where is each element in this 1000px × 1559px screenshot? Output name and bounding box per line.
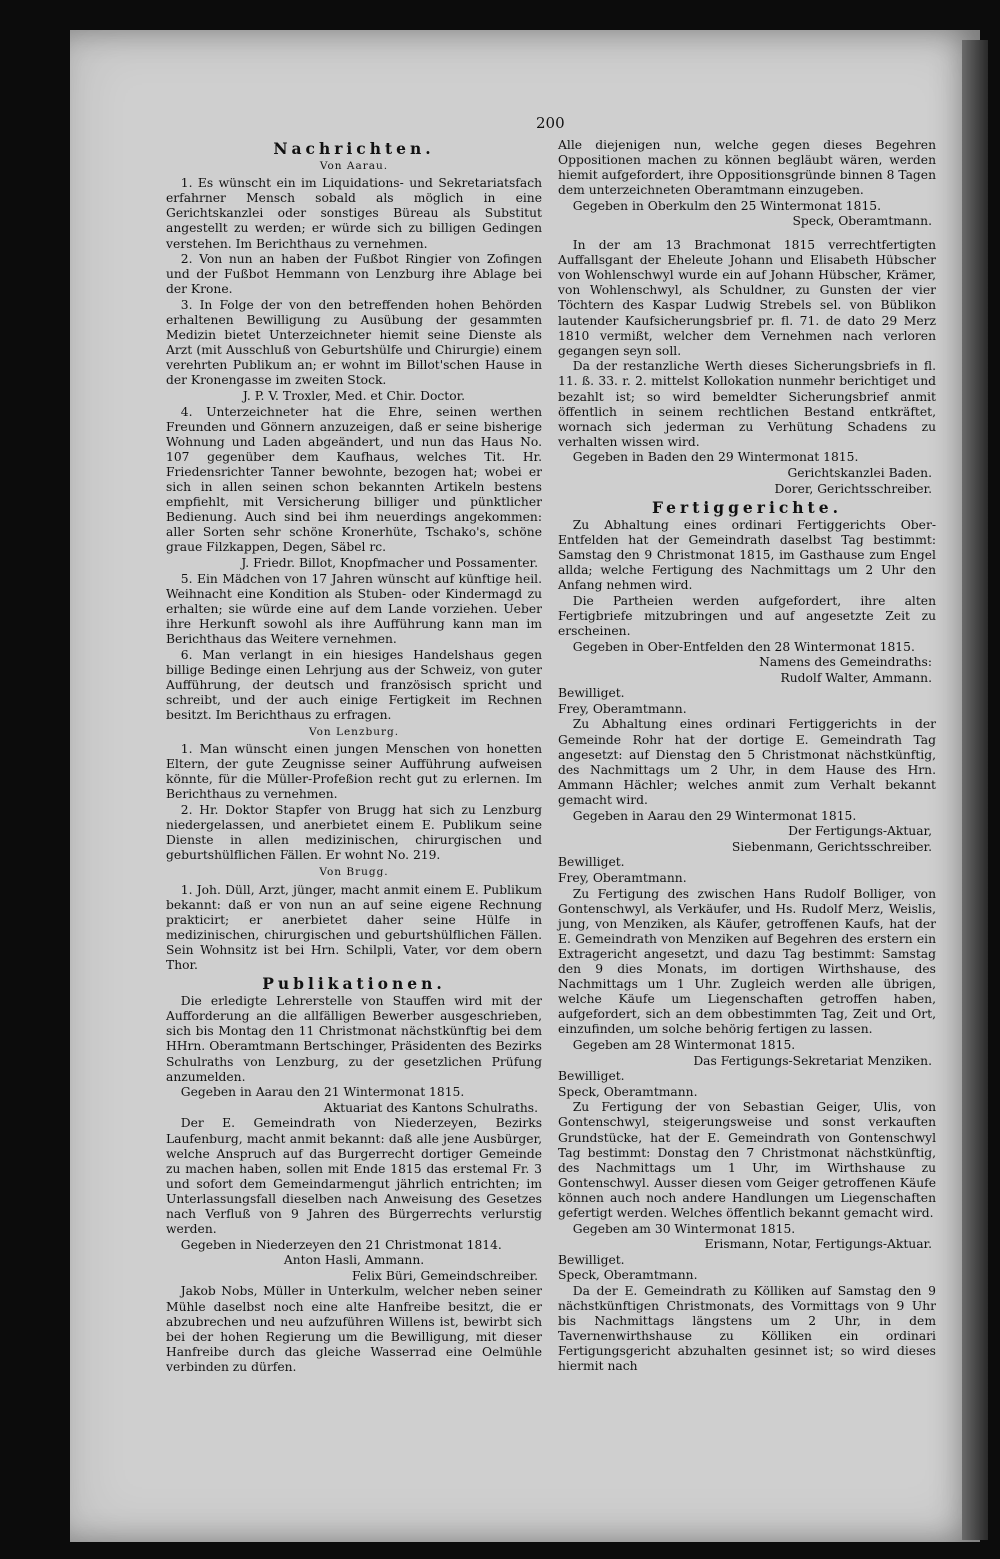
- notice-aarau-3-signature: J. P. V. Troxler, Med. et Chir. Doctor.: [242, 389, 466, 403]
- publication-niederzeyen: Der E. Gemeindrath von Niederzeyen, Bezirks Laufenburg, macht anmit bekannt: daß alle jene Ausbürger, welche Anspruch auf das Burgerrecht dortiger Gemeinde zu machen haben, sollen mit Ende 1815 das erstemal Fr. 3 und sofort dem Gemeindarmengut jährlich entrichten; im Unterlassungsfall dieselben nach Anweisung des Gesetzes nach Verfluß von 9 Jahren des Bürgerrechts verlurstig werden.: [166, 1116, 542, 1237]
- fertiggericht-menziken-approval: Bewilliget.: [558, 1069, 625, 1084]
- page-number: 200: [536, 114, 565, 132]
- publication-niederzeyen-signature-1: Anton Hasli, Ammann.: [283, 1253, 425, 1268]
- fertiggericht-menziken-date: Gegeben am 28 Wintermonat 1815.: [572, 1037, 796, 1052]
- fertiggericht-menziken-approval-signature: Speck, Oberamtmann.: [558, 1084, 698, 1099]
- notice-aarau-4: 4. Unterzeichneter hat die Ehre, seinen werthen Freunden und Gönnern anzuzeigen, daß er seine bisherige Wohnung und Laden abgeändert, und nun das Haus No. 107 gegenüber dem Kaufhaus, welches Tit. Hr. Friedensrichter Tanner bewohnte, bezogen hat; wobei er sich in allen seinen schon bekannten Artikeln bestens empfiehlt, mit Versicherung billiger und pünktlicher Bedienung. Auch sind bei ihm neuerdings angekommen: aller Sorten sehr schöne Kronerhüte, Tschako's, schöne graue Filzkappen, Degen, Säbel rc.: [166, 404, 542, 555]
- fertiggericht-gontenschwyl-approval: Bewilliget.: [558, 1252, 625, 1267]
- section-heading-nachrichten: Nachrichten.: [273, 139, 435, 158]
- place-heading-aarau: Von Aarau.: [319, 160, 389, 173]
- fertiggericht-oberentfelden-approval-signature: Frey, Oberamtmann.: [558, 701, 687, 716]
- fertiggericht-menziken-signature: Das Fertigungs-Sekretariat Menziken.: [693, 1053, 932, 1068]
- publication-stauffen: Die erledigte Lehrerstelle von Stauffen wird mit der Aufforderung an die allfälligen Bewerber ausgeschrieben, sich bis Montag den 11 Christmonat nächstkünftig bei dem HHrn. Oberamtmann Bertschinger, Präsidenten des Bezirks Schulraths von Lenzburg, zu der gesetzlichen Prüfung anzumelden.: [166, 994, 542, 1084]
- right-column: [558, 138, 936, 1375]
- section-heading-fertiggerichte: Fertiggerichte.: [652, 497, 842, 517]
- notice-brugg-1: 1. Joh. Düll, Arzt, jünger, macht anmit einem E. Publikum bekannt: daß er von nun an auf seine eigene Rechnung prakticirt; er anerbietet daher seine Hülfe in medizinischen, chirurgischen und geburtshülflichen Fällen. Sein Wohnsitz ist bei Hrn. Schilpli, Vater, vor dem obern Thor.: [166, 882, 542, 972]
- place-heading-lenzburg: Von Lenzburg.: [308, 726, 400, 739]
- fertiggericht-oberentfelden-cont: Die Partheien werden aufgefordert, ihre alten Fertigbriefe mitzubringen und auf angesetzte Zeit zu erscheinen.: [558, 593, 936, 638]
- notice-lenzburg-1: 1. Man wünscht einen jungen Menschen von honetten Eltern, der gute Zeugnisse seiner Aufführung aufweisen könnte, für die Müller-Profeßion recht gut zu erlernen. Im Berichthaus zu vernehmen.: [166, 742, 542, 802]
- notice-aarau-1: 1. Es wünscht ein im Liquidations- und Sekretariatsfach erfahrner Mensch sobald als möglich in eine Gerichtskanzlei oder sonstiges Büreau als Substitut angestellt zu werden; er würde sich zu billigen Gedingen verstehen. Im Berichthaus zu vernehmen.: [166, 176, 542, 251]
- fertiggericht-rohr: Zu Abhaltung eines ordinari Fertiggerichts in der Gemeinde Rohr hat der dortige E. Gemeindrath Tag angesetzt: auf Dienstag den 5 Christmonat nächstkünftig, des Nachmittags um 2 Uhr, in dem Hause des Hrn. Ammann Hächler; welches anmit zum Verhalt bekannt gemacht wird.: [558, 717, 936, 807]
- notice-lenzburg-2: 2. Hr. Doktor Stapfer von Brugg hat sich zu Lenzburg niedergelassen, und anerbietet einem E. Publikum seine Dienste in allen medizinischen, chirurgischen und geburtshülflichen Fällen. Er wohnt No. 219.: [166, 803, 542, 863]
- fertiggericht-oberentfelden-signature-2: Rudolf Walter, Ammann.: [780, 670, 932, 685]
- notice-aarau-3: 3. In Folge der von den betreffenden hohen Behörden erhaltenen Bewilligung zu Ausübung der gesammten Medizin bietet Unterzeichneter hiemit seine Dienste als Arzt (mit Ausschluß von Geburtshülfe und Chirurgie) einem verehrten Publikum an; er wohnt im Billot'schen Hause in der Kronengasse im zweiten Stock.: [166, 297, 542, 388]
- publication-niederzeyen-signature-2: Felix Büri, Gemeindschreiber.: [352, 1268, 538, 1283]
- notice-aarau-2: 2. Von nun an haben der Fußbot Ringier von Zofingen und der Fußbot Hemmann von Lenzburg ihre Ablage bei der Krone.: [166, 252, 542, 297]
- publication-stauffen-signature: Aktuariat des Kantons Schulraths.: [323, 1100, 538, 1115]
- place-heading-brugg: Von Brugg.: [319, 866, 389, 879]
- section-heading-publikationen: Publikationen.: [262, 974, 446, 994]
- publication-huebscher-signature-2: Dorer, Gerichtsschreiber.: [774, 481, 932, 496]
- fertiggericht-menziken: Zu Fertigung des zwischen Hans Rudolf Bolliger, von Gontenschwyl, als Verkäufer, und Hs. Rudolf Merz, Weislis, jung, von Menziken, als Käufer, getroffenen Kaufs, hat der E. Gemeindrath von Menziken auf Begehren des erstern ein Extragericht angesetzt, und dazu Tag bestimmt: Samstag den 9 dies Monats, im dortigen Wirthshause, des Nachmittags um 1 Uhr. Zugleich werden alle übrigen, welche Käufe um Liegenschaften getroffen haben, aufgefordert, sich an dem obbestimmten Tag, Zeit und Ort, einzufinden, um solche behörig fertigen zu lassen.: [558, 886, 936, 1037]
- publication-huebscher: In der am 13 Brachmonat 1815 verrechtfertigten Auffallsgant der Eheleute Johann und Elisabeth Hübscher von Wohlenschwyl wurde ein auf Johann Hübscher, Krämer, von Wohlenschwyl, als Schuldner, zu Gunsten der vier Töchtern des Kaspar Ludwig Strebels sel. von Büblikon lautender Kaufsicherungsbrief pr. fl. 71. de dato 29 Merz 1810 vermißt, welcher dem Vernehmen nach verloren gegangen seyn soll.: [558, 238, 936, 358]
- fertiggericht-gontenschwyl: Zu Fertigung der von Sebastian Geiger, Ulis, von Gontenschwyl, steigerungsweise und sonst verkauften Grundstücke, hat der E. Gemeindrath von Gontenschwyl Tag bestimmt: Donstag den 7 Christmonat nächstkünftig, des Nachmittags um 1 Uhr, im Wirthshause zu Gontenschwyl. Ausser diesen vom Geiger getroffenen Käufe können auch noch andere Handlungen um Liegenschaften gefertigt werden. Welches öffentlich bekannt gemacht wird.: [558, 1100, 936, 1220]
- publication-huebscher-date: Gegeben in Baden den 29 Wintermonat 1815.: [572, 450, 859, 465]
- publication-nobs-date: Gegeben in Oberkulm den 25 Wintermonat 1815.: [572, 198, 881, 213]
- fertiggericht-oberentfelden: Zu Abhaltung eines ordinari Fertiggerichts Ober-Entfelden hat der Gemeindrath daselbst Tag bestimmt: Samstag den 9 Christmonat 1815, im Gasthause zum Engel allda; welche Fertigung des Nachmittags um 2 Uhr den Anfang nehmen wird.: [558, 517, 936, 593]
- publication-niederzeyen-date: Gegeben in Niederzeyen den 21 Christmonat 1814.: [180, 1237, 502, 1252]
- fertiggericht-rohr-date: Gegeben in Aarau den 29 Wintermonat 1815.: [572, 808, 857, 823]
- fertiggericht-rohr-signature-1: Der Fertigungs-Aktuar,: [788, 824, 932, 839]
- notice-aarau-6: 6. Man verlangt in ein hiesiges Handelshaus gegen billige Bedinge einen Lehrjung aus der Schweiz, von guter Aufführung, der deutsch und französisch spricht und schreibt, und der auch einige Fertigkeit im Rechnen besitzt. Im Berichthaus zu erfragen.: [166, 647, 542, 722]
- publication-nobs: Jakob Nobs, Müller in Unterkulm, welcher neben seiner Mühle daselbst noch eine alte Hanfreibe besitzt, die er abzubrechen und neu aufzuführen Willens ist, bewirbt sich bei der hohen Regierung um die Bewilligung, mit dieser Hanfreibe durch das gleiche Wasserrad eine Oelmühle verbinden zu dürfen.: [166, 1284, 542, 1374]
- publication-stauffen-date: Gegeben in Aarau den 21 Wintermonat 1815.: [180, 1085, 465, 1100]
- fertiggericht-rohr-approval: Bewilliget.: [558, 855, 625, 870]
- publication-huebscher-cont: Da der restanzliche Werth dieses Sicherungsbriefs in fl. 11. ß. 33. r. 2. mittelst Kollokation nunmehr berichtiget und bezahlt ist; so wird bemeldter Sicherungsbrief anmit öffentlich in seinem rechtlichen Bestand entkräftet, wornach sich jederman zu Verhütung Schadens zu verhalten wissen wird.: [558, 359, 936, 449]
- publication-nobs-signature: Speck, Oberamtmann.: [792, 214, 932, 229]
- fertiggericht-rohr-approval-signature: Frey, Oberamtmann.: [558, 870, 687, 885]
- fertiggericht-gontenschwyl-date: Gegeben am 30 Wintermonat 1815.: [572, 1221, 796, 1236]
- fertiggericht-koelliken: Da der E. Gemeindrath zu Kölliken auf Samstag den 9 nächstkünftigen Christmonats, des Vormittags von 9 Uhr bis Nachmittags längstens um 2 Uhr, in dem Tavernenwirthshause zu Kölliken ein ordinari Fertigungsgericht abzuhalten gesinnet ist; so wird dieses hiermit nach: [558, 1283, 936, 1374]
- fertiggericht-rohr-signature-2: Siebenmann, Gerichtsschreiber.: [731, 839, 932, 854]
- publication-huebscher-signature-1: Gerichtskanzlei Baden.: [787, 465, 932, 480]
- fertiggericht-gontenschwyl-approval-signature: Speck, Oberamtmann.: [558, 1268, 698, 1283]
- fertiggericht-oberentfelden-date: Gegeben in Ober-Entfelden den 28 Wintermonat 1815.: [572, 639, 915, 654]
- fertiggericht-gontenschwyl-signature: Erismann, Notar, Fertigungs-Aktuar.: [704, 1237, 932, 1252]
- fertiggericht-oberentfelden-approval: Bewilliget.: [558, 686, 625, 701]
- notice-aarau-4-signature: J. Friedr. Billot, Knopfmacher und Possamenter.: [241, 556, 538, 571]
- notice-aarau-5: 5. Ein Mädchen von 17 Jahren wünscht auf künftige heil. Weihnacht eine Kondition als Stuben- oder Kindermagd zu erhalten; sie würde eine auf dem Lande vorziehen. Ueber ihre Herkunft sowohl als ihre Aufführung kann man im Berichthaus das Weitere vernehmen.: [166, 571, 542, 646]
- fertiggericht-oberentfelden-signature-1: Namens des Gemeindraths:: [759, 655, 932, 670]
- left-column: [166, 138, 542, 1376]
- publication-nobs-continued: Alle diejenigen nun, welche gegen dieses Begehren Oppositionen machen zu können begläubt wären, werden hiemit aufgefordert, ihre Oppositionsgründe binnen 8 Tagen dem unterzeichneten Oberamtmann einzugeben.: [558, 138, 936, 198]
- page-edge-shadow: [962, 40, 988, 1540]
